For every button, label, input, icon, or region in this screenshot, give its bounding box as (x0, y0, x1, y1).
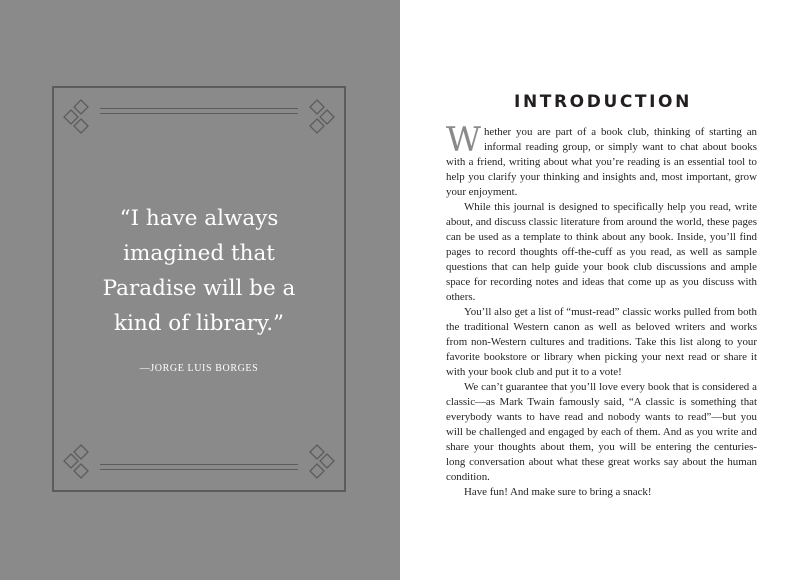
introduction-page (400, 0, 800, 580)
diamond-ornament-icon (298, 98, 336, 134)
epigraph (54, 201, 344, 374)
paragraph-text: hether you are part of a book club, thinking of starting an informal reading group, or simply want to chat about books with a friend, writing about what you’re reading is an essential tool to help you clarify your thinking and insights and, most important, grow your enjoyment. (446, 126, 757, 198)
epigraph-quote: “I have always imagined that Paradise will be a kind of library.” (102, 206, 296, 336)
paragraph: We can’t guarantee that you’ll love every book that is considered a classic—as Mark Twain famously said, “A classic is something that everybody wants to have read and nobody wants to read”—but you will be challenged and engaged by each of them. And as you write and share your thoughts about them, you will be entering the centuries-long conversation about what these great works say about the human condition. (446, 381, 757, 483)
epigraph-attribution: —JORGE LUIS BORGES (139, 363, 259, 374)
paragraph (446, 120, 757, 200)
ornamental-frame (52, 86, 346, 492)
diamond-ornament-icon (62, 98, 100, 134)
page-title: INTRODUCTION (514, 92, 692, 112)
double-rule-divider (100, 108, 298, 120)
drop-cap: W (446, 120, 481, 160)
paragraph: Have fun! And make sure to bring a snack! (464, 486, 652, 498)
double-rule-divider (100, 464, 298, 476)
paragraph: You’ll also get a list of “must-read” classic works pulled from both the traditional Western canon as well as beloved writers and works from non-Western cultures and traditions. Take this list along to your favorite bookstore or library when picking your next read or share it with your book club and put it to a vote! (446, 306, 757, 378)
introduction-body (446, 120, 757, 500)
diamond-ornament-icon (62, 444, 100, 480)
diamond-ornament-icon (298, 444, 336, 480)
paragraph: While this journal is designed to specifically help you read, write about, and discuss classic literature from around the world, these pages can be used as a template to think about any book. Inside, you’ll find pages to record thoughts off-the-cuff as you read, as well as sample questions that can help guide your book club discussions and ample space for recording notes and ideas that come up as you discuss with others. (446, 201, 757, 303)
